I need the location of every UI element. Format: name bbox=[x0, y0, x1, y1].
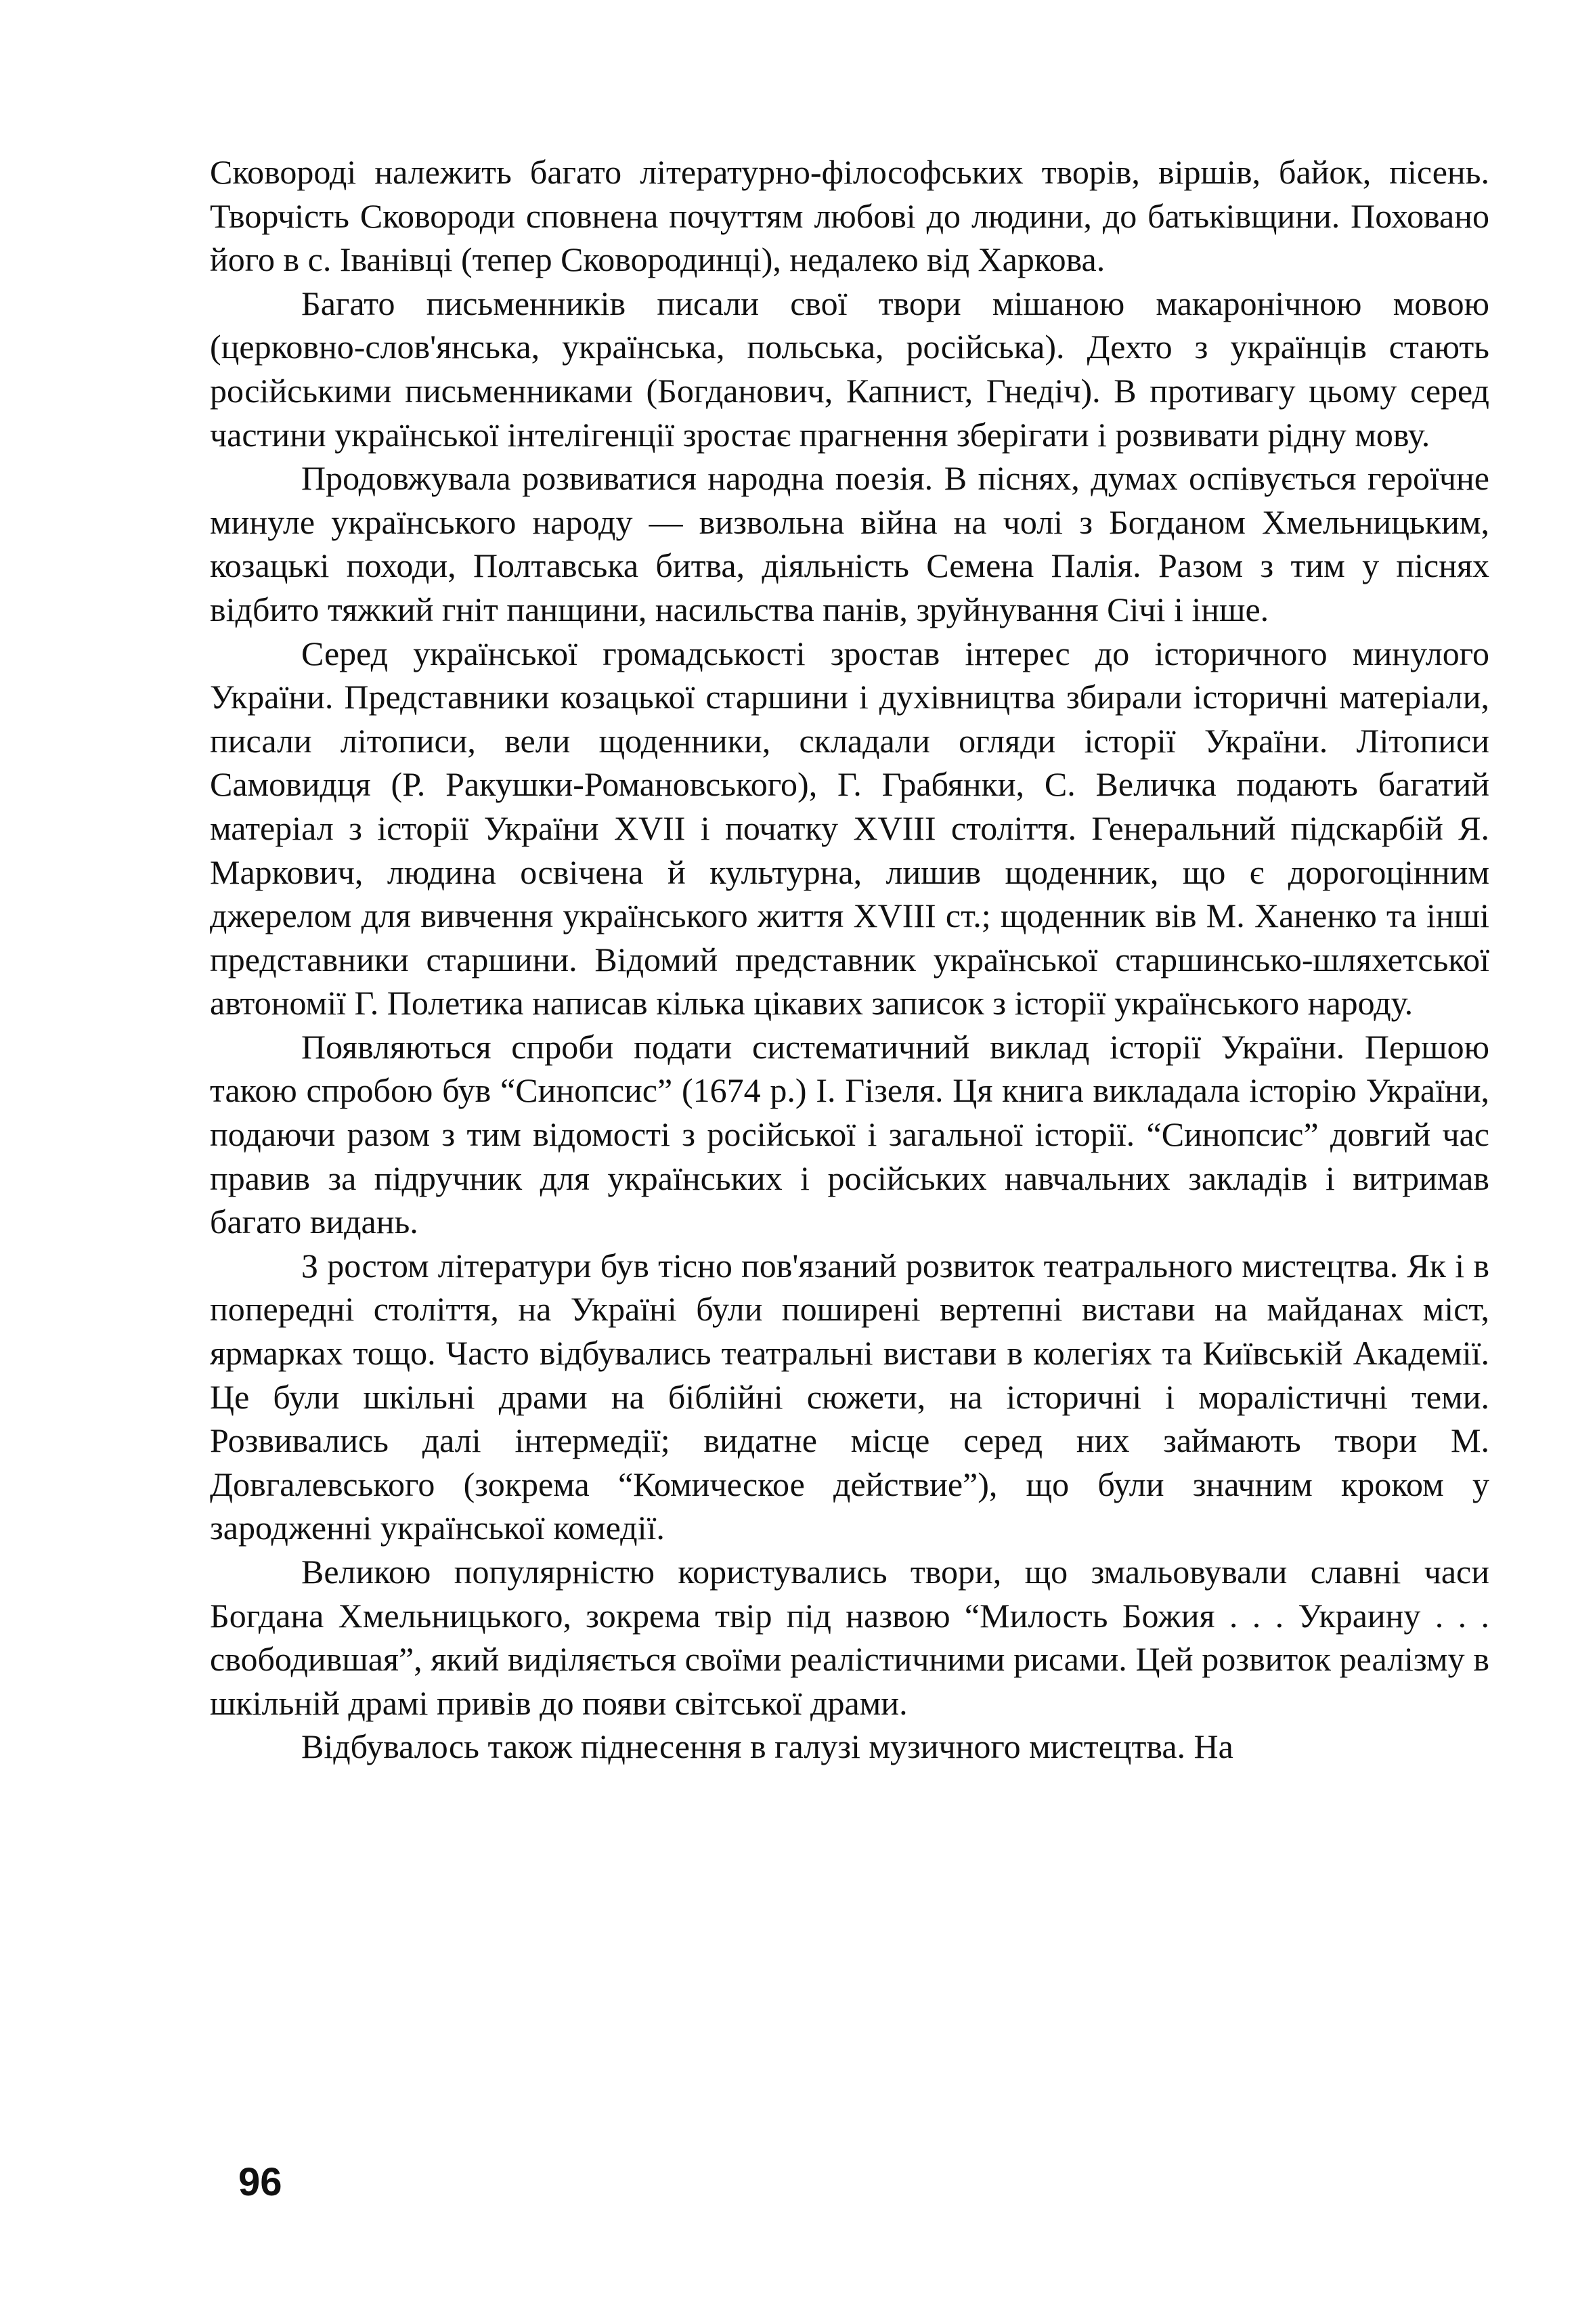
page-number: 96 bbox=[238, 2160, 282, 2204]
paragraph-5: Появляються спроби подати систематичний виклад історії України. Першою такою спробою був “Синопсис” (1674 р.) І. Гізеля. Ця книга викладала історію України, подаючи разом з тим відомості з російської і загальної історії. “Синопсис” довгий час правив за підручник для українських і російських навчальних закладів і витримав багато видань. bbox=[210, 1027, 1489, 1241]
paragraph-4: Серед української громадськості зростав інтерес до історичного минулого України. Представники козацької старшини і духівництва збирали історичні матеріали, писали літописи, вели щоденники, складали огляди історії України. Літописи Самовидця (Р. Ракушки-Романовського), Г. Грабянки, С. Величка подають багатий матеріал з історії України XVII і початку XVIII століття. Генеральний підскарбій Я. Маркович, людина освічена й культурна, лишив щоденник, що є дорогоцінним джерелом для вивчення українського життя XVIII ст.; щоденник вів М. Ханенко та інші представники старшини. Відомий представник української старшинсько-шляхетської автономії Г. Полетика написав кілька цікавих записок з історії українського народу. bbox=[210, 634, 1489, 1023]
paragraph-1: Сковороді належить багато літературно-філософських творів, віршів, байок, пісень. Творчість Сковороди сповнена почуттям любові до людини, до батьківщини. Поховано його в с. Іванівці (тепер Сковородинці), недалеко від Харкова. bbox=[210, 153, 1489, 279]
paragraph-7: Великою популярністю користувались твори, що змальовували славні часи Богдана Хмельницького, зокрема твір під назвою “Милость Божия . . . Украину . . . свободившая”, який виділяється своїми реалістичними рисами. Цей розвиток реалізму в шкільній драмі привів до появи світської драми. bbox=[210, 1553, 1489, 1722]
paragraph-2: Багато письменників писали свої твори мішаною макаронічною мовою (церковно-слов'янська, українська, польська, російська). Дехто з українців стають російськими письменниками (Богданович, Капнист, Гнедіч). В противагу цьому серед частини української інтелігенції зростає прагнення зберігати і розвивати рідну мову. bbox=[210, 284, 1489, 454]
paragraph-3: Продовжувала розвиватися народна поезія. В піснях, думах оспівується героїчне минуле українського народу — визвольна війна на чолі з Богданом Хмельницьким, козацькі походи, Полтавська битва, діяльність Семена Палія. Разом з тим у піснях відбито тяжкий гніт панщини, насильства панів, зруйнування Січі і інше. bbox=[210, 459, 1489, 628]
paragraph-6: З ростом літератури був тісно пов'язаний розвиток театрального мистецтва. Як і в попередні століття, на Україні були поширені вертепні вистави на майданах міст, ярмарках тощо. Часто відбувались театральні вистави в колегіях та Київській Академії. Це були шкільні драми на біблійні сюжети, на історичні і моралістичні теми. Розвивались далі інтермедії; видатне місце серед них займають твори М. Довгалевського (зокрема “Комическое действие”), що були значним кроком у зародженні української комедії. bbox=[210, 1246, 1489, 1547]
page-text-block bbox=[210, 150, 1489, 1769]
paragraph-8: Відбувалось також піднесення в галузі музичного мистецтва. На bbox=[301, 1727, 1233, 1766]
